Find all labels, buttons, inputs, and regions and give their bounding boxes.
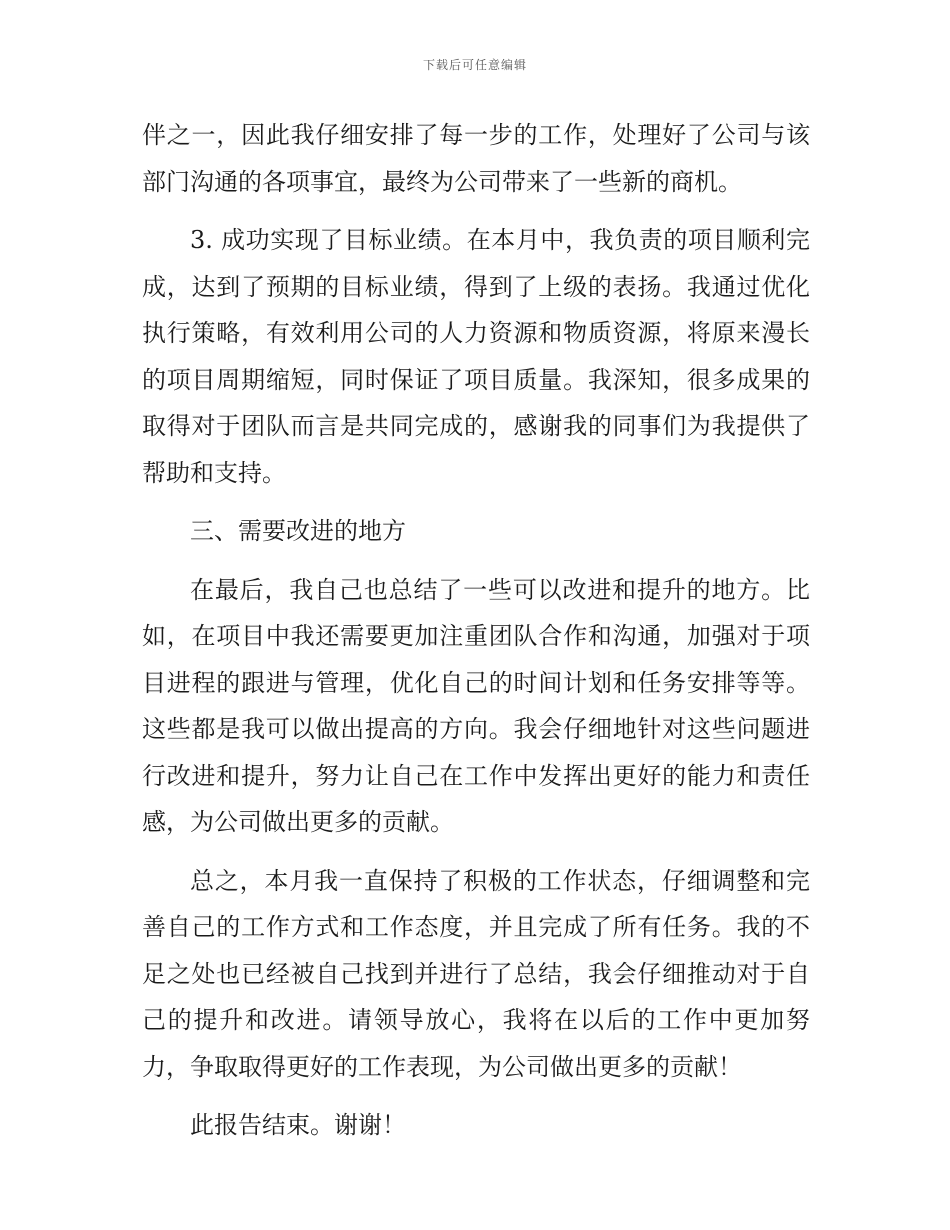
paragraph-target-achievement: 3. 成功实现了目标业绩。在本月中，我负责的项目顺利完成，达到了预期的目标业绩，得到了上级的表扬。我通过优化执行策略，有效利用公司的人力资源和物质资源，将原来漫长的项目周期缩短，同时保证了项目质量。我深知，很多成果的取得对于团队而言是共同完成的，感谢我的同事们为我提供了帮助和支持。 — [142, 226, 810, 487]
page-header: 下载后可任意编辑 — [422, 58, 527, 72]
section-heading-improvements: 三、需要改进的地方 — [190, 517, 406, 545]
paragraph-improvements: 在最后，我自己也总结了一些可以改进和提升的地方。比如，在项目中我还需要更加注重团队合作和沟通，加强对于项目进程的跟进与管理，优化自己的时间计划和任务安排等等。这些都是我可以做出提高的方向。我会仔细地针对这些问题进行改进和提升，努力让自己在工作中发挥出更好的能力和责任感，为公司做出更多的贡献。 — [142, 575, 810, 836]
document-body — [142, 112, 810, 1161]
paragraph-closing: 此报告结束。谢谢！ — [190, 1111, 406, 1139]
paragraph-continuation: 伴之一，因此我仔细安排了每一步的工作，处理好了公司与该部门沟通的各项事宜，最终为公司带来了一些新的商机。 — [142, 121, 810, 196]
paragraph-summary: 总之，本月我一直保持了积极的工作状态，仔细调整和完善自己的工作方式和工作态度，并且完成了所有任务。我的不足之处也已经被自己找到并进行了总结，我会仔细推动对于自己的提升和改进。请领导放心，我将在以后的工作中更加努力，争取取得更好的工作表现，为公司做出更多的贡献！ — [142, 866, 810, 1081]
